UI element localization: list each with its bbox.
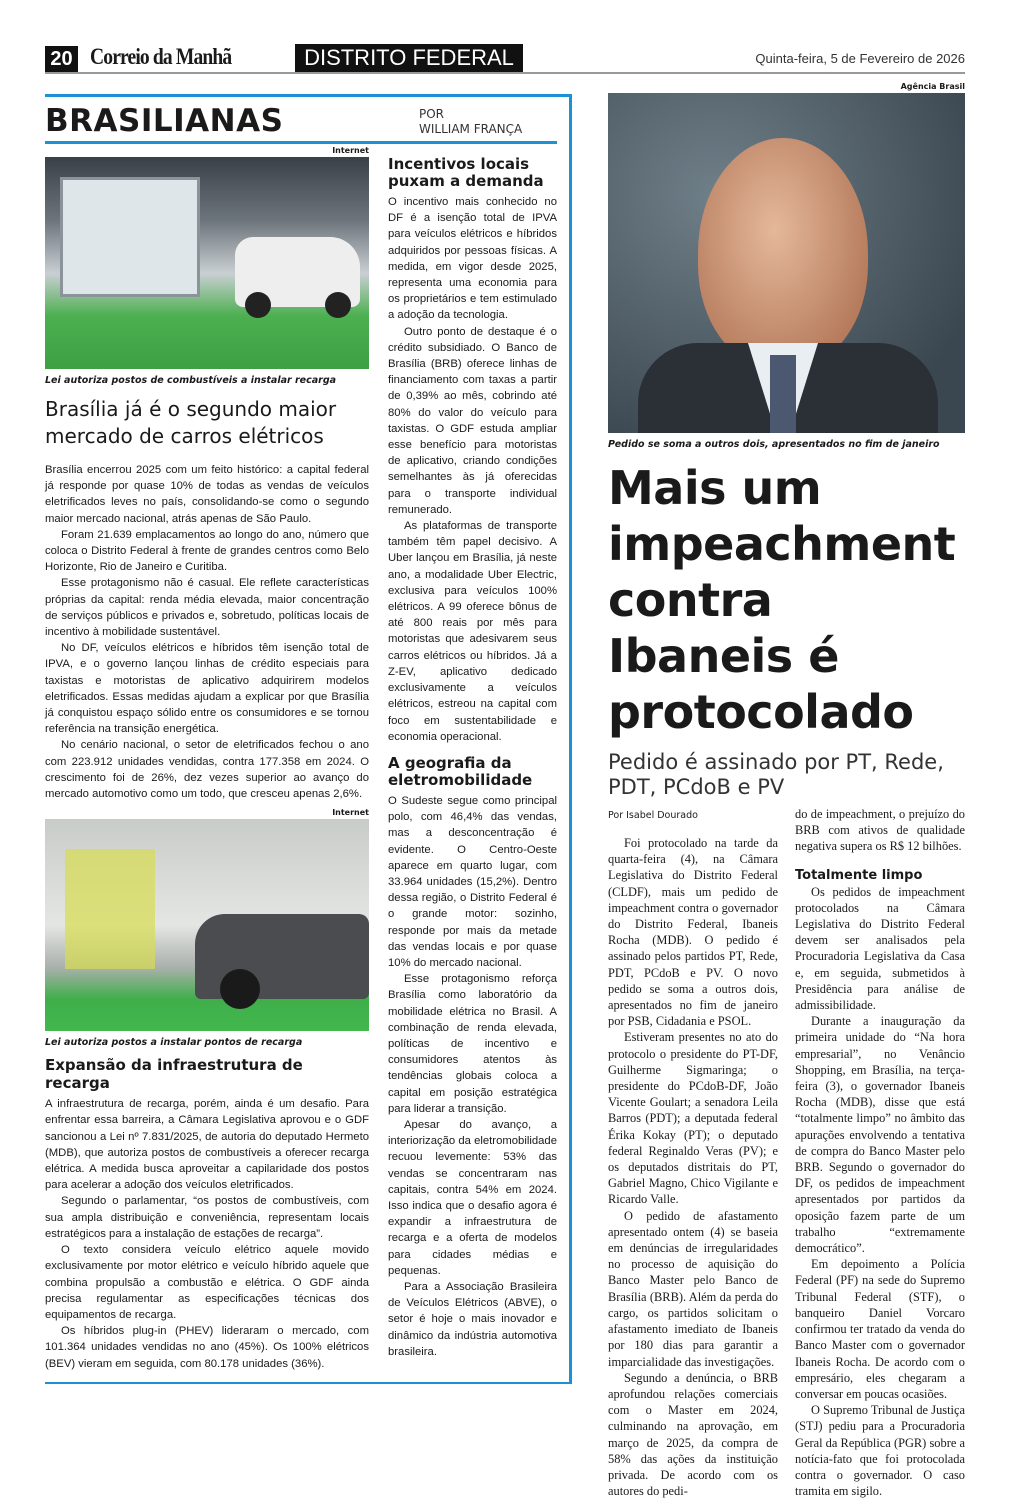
paragraph: O texto considera veículo elétrico aquele movido exclusivamente por motor elétrico e veículo híbrido aquele que combina propulsão a combustão e elétrica. O GDF ainda precisa regulamentar as especificações técnicas dos equipamentos de recarga.: [45, 1244, 369, 1321]
paragraph: Foi protocolado na tarde da quarta-feira (4), na Câmara Legislativa do Distrito Federal (CLDF), mais um pedido de impeachment contra o governador do Distrito Federal, Ibaneis Rocha (MDB). O pedido é assinado pelos partidos PT, Rede, PDT, PCdoB e PV. O novo pedido se soma a outros dois, apresentados no fim de janeiro por PSB, Cidadania e PSOL.: [608, 836, 778, 1029]
left-column: [45, 146, 369, 1372]
photo-caption: Lei autoriza postos de combustíveis a instalar recarga: [45, 375, 337, 386]
newspaper-logo: Correio da Manhã: [90, 44, 232, 69]
paragraph: Outro ponto de destaque é o crédito subsidiado. O Banco de Brasília (BRB) oferece linhas de financiamento com taxas a partir de 0,39% ao mês, cobrindo até 80% do valor do veículo para taxistas. O GDF estuda ampliar esse benefício para motoristas de aplicativo, criando condições semelhantes às já oferecidas para o transporte individual remunerado.: [388, 325, 557, 516]
article-headline: Brasília já é o segundo maior mercado de carros elétricos: [45, 397, 337, 448]
photo-caption: Pedido se soma a outros dois, apresentados no fim de janeiro: [608, 439, 940, 450]
paragraph: No cenário nacional, o setor de eletrificados fechou o ano com 223.912 unidades vendidas, contra 177.358 em 2024. O crescimento foi de 26%, dez vezes superior ao avanço do mercado automotivo como um todo, que cresceu apenas 2,6%.: [45, 739, 369, 801]
photo-caption: Lei autoriza postos a instalar pontos de recarga: [45, 1037, 303, 1049]
paragraph: Segundo o parlamentar, “os postos de combustíveis, com sua ampla distribuição e conveniência, representam locais estratégicos para a instalação de estações de recarga”.: [45, 1195, 369, 1240]
paragraph: Estiveram presentes no ato do protocolo o presidente do PT-DF, Guilherme Sigmaringa; o presidente do PCdoB-DF, João Vicente Goulart; a senadora Leila Barros (PDT); a deputada federal Érika Kokay (PT); o deputado federal Reginaldo Veras (PV); e os deputados distritais do PT, Gabriel Magno, Chico Vigilante e Ricardo Valle.: [608, 1030, 778, 1207]
article-body: [45, 1096, 369, 1371]
tie-shape: [770, 355, 796, 433]
photo-credit: Internet: [332, 146, 369, 155]
paragraph: Em depoimento a Polícia Federal (PF) na sede do Supremo Tribunal Federal (STF), o banqueiro Daniel Vorcaro confirmou ter tratado da venda do Banco Master com o governador Ibaneis Rocha. De acordo com o empresário, eles chegaram a conversar em poucas ocasiões.: [795, 1257, 965, 1401]
governor-photo: [608, 93, 965, 433]
article-subhead: A geografia da eletromobilidade: [388, 753, 533, 789]
photo-credit: Agência Brasil: [900, 82, 965, 91]
article-byline: Por Isabel Dourado: [608, 810, 698, 821]
wheel-shape: [220, 969, 260, 1009]
paragraph: Para a Associação Brasileira de Veículos Elétricos (ABVE), o setor é hoje o mais inovador e dinâmico da indústria automotiva brasileira.: [388, 1281, 557, 1358]
paragraph: Durante a inauguração da primeira unidade do “Na hora empresarial”, no Venâncio Shopping, em Brasília, na terça-feira (3), o governador Ibaneis Rocha (MDB), disse que está “totalmente limpo” no âmbito das apurações envolvendo a tentativa de compra do Banco Master pelo BRB. Segundo o governador do DF, os pedidos de impeachment apresentados por partidos da oposição fazem parte de um trabalho “extremamente democrático”.: [795, 1014, 965, 1256]
article-body: [45, 462, 369, 802]
photo-credit: Internet: [332, 808, 369, 818]
column-byline: [419, 103, 522, 137]
paragraph: do de impeachment, o prejuízo do BRB com ativos de qualidade negativa supera os R$ 12 bilhões.: [795, 807, 965, 854]
article-subhead: Incentivos locais puxam a demanda: [388, 155, 544, 190]
paragraph: O Supremo Tribunal de Justiça (STJ) pediu para a Procuradoria Geral da República (PGR) sobre a notícia-fato que foi protocolada contra o governador. O caso tramita em sigilo.: [795, 1403, 965, 1499]
charging-points-photo: [45, 819, 369, 1031]
wheel-shape: [245, 292, 271, 318]
charging-station-photo: [45, 157, 369, 369]
paragraph: A infraestrutura de recarga, porém, ainda é um desafio. Para enfrentar essa barreira, a Câmara Legislativa aprovou e o GDF sancionou a Lei nº 7.831/2025, de autoria do deputado Hermeto (MDB), que autoriza postos de combustíveis a oferecer recarga elétrica. A medida busca aproveitar a capilaridade dos postos para acelerar a adoção dos veículos eletrificados.: [45, 1098, 369, 1192]
paragraph: As plataformas de transporte também têm papel decisivo. A Uber lançou em Brasília, já neste ano, a modalidade Uber Electric, exclusiva para veículos 100% elétricos. A 99 oferece bônus de até 800 reais por mês para motoristas que adesivarem seus carros elétricos ou híbridos. Já a Z-EV, aplicativo dedicado exclusivamente a veículos elétricos, estreou na capital com foco em sustentabilidade e economia operacional.: [388, 520, 557, 743]
wheel-shape: [325, 292, 351, 318]
paragraph: Esse protagonismo não é casual. Ele reflete características próprias da capital: renda média elevada, maior concentração de serviços públicos e privados e, sobretudo, políticas locais de incentivo à mobilidade sustentável.: [45, 577, 369, 639]
column-body: [45, 144, 569, 1372]
paragraph: No DF, veículos elétricos e híbridos têm isenção total de IPVA, e o governo lançou linhas de crédito especiais para taxistas e motoristas de aplicativo adquirirem modelos eletrificados. Essas medidas ajudam a explicar por que Brasília já conquistou espaço sólido entre os consumidores e se tornou referência na transição energética.: [45, 642, 369, 736]
column-header: [45, 97, 557, 144]
paragraph: O incentivo mais conhecido no DF é a isenção total de IPVA para veículos elétricos e híbridos adquiridos por pessoas físicas. A medida, em vigor desde 2025, representa uma economia para os proprietários e tem estimulado a adoção da tecnologia.: [388, 196, 557, 322]
impeachment-article: [608, 82, 965, 1499]
paragraph: O pedido de afastamento apresentado ontem (4) se baseia em denúncias de irregularidades no processo de aquisição do Banco Master pelo Banco de Brasília (BRB). Além da perda do cargo, os partidos solicitam o afastamento imediato de Ibaneis por 180 dias para garantir a imparcialidade das investigações.: [608, 1208, 778, 1369]
paragraph: Brasília encerrou 2025 com um feito histórico: a capital federal já responde por quase 10% de todas as vendas de veículos eletrificados leves no país, consolidando-se como o segundo maior mercado nacional, atrás apenas de São Paulo.: [45, 464, 369, 525]
paragraph: Foram 21.639 emplacamentos ao longo do ano, número que coloca o Distrito Federal à frente de grandes centros como Belo Horizonte, Rio de Janeiro e Curitiba.: [45, 528, 369, 574]
paragraph: Esse protagonismo reforça Brasília como laboratório da mobilidade elétrica no Brasil. A combinação de renda elevada, políticas de incentivo e consumidores atentos às tendências globais coloca a capital em posição estratégica para liderar a transição.: [388, 973, 557, 1115]
article-body: [388, 194, 557, 745]
brasilianas-column-box: [45, 94, 572, 1384]
byline-prefix: POR: [419, 107, 445, 121]
main-headline: Mais um impeachment contra Ibaneis é protocolado: [608, 461, 956, 739]
paragraph: Os pedidos de impeachment protocolados na Câmara Legislativa do Distrito Federal devem ser analisados pela Procuradoria Legislativa da Casa e, em seguida, submetidos à Presidência para análise de admissibilidade.: [795, 884, 965, 1013]
issue-date: Quinta-feira, 5 de Fevereiro de 2026: [755, 51, 965, 66]
face-shape: [698, 138, 868, 368]
article-subhead: Expansão da infraestrutura de recarga: [45, 1056, 303, 1093]
column-author: WILLIAM FRANÇA: [419, 122, 523, 136]
section-label: DISTRITO FEDERAL: [295, 44, 523, 72]
article-subtitle: Pedido é assinado por PT, Rede, PDT, PCdoB e PV: [608, 750, 944, 799]
article-body: [608, 806, 778, 1499]
article-body: [795, 806, 965, 1499]
article-body: [388, 793, 557, 1360]
wall-panel: [65, 849, 155, 969]
paragraph: O Sudeste segue como principal polo, com 46,4% das vendas, mas a desconcentração é evidente. O Centro-Oeste aparece em quarto lugar, com 33.964 unidades (15,2%). Dentro dessa região, o Distrito Federal é o grande motor: sozinho, responde por mais da metade das vendas locais e por quase 10% do mercado nacional.: [388, 794, 557, 969]
paragraph: Segundo a denúncia, o BRB aprofundou relações comerciais com o Master em 2024, culminando na aprovação, em março de 2025, da compra de 58% das ações da instituição privada. De acordo com os autores do pedi-: [608, 1370, 778, 1499]
article-subhead: Totalmente limpo: [795, 867, 923, 883]
paragraph: Os híbridos plug-in (PHEV) lideraram o mercado, com 101.364 unidades vendidas no ano (45%). Os 100% elétricos (BEV) vieram em seguida, com 80.178 unidades (36%).: [45, 1325, 369, 1370]
page-number: 20: [45, 46, 78, 72]
header-rule: [45, 72, 965, 74]
middle-column: [388, 146, 557, 1372]
column-title: BRASILIANAS: [45, 103, 284, 139]
kiosk-shape: [60, 177, 200, 297]
paragraph: Apesar do avanço, a interiorização da eletromobilidade recuou levemente: 53% das vendas se concentraram nas capitais, contra 54% em 2024. Isso indica que o desafio agora é expandir a infraestrutura de recarga e a oferta de modelos para cidades médias e pequenas.: [388, 1118, 557, 1277]
article-columns: [608, 806, 965, 1499]
